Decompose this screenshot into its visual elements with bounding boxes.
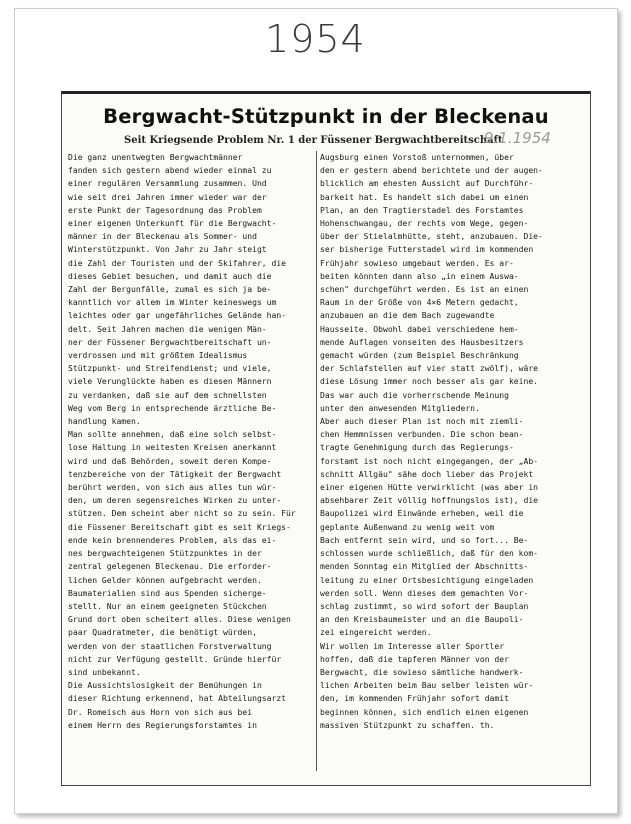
text-line: barkeit hat. Es handelt sich dabei um einen: [320, 192, 529, 202]
text-line: tragte Genehmigung durch das Regierungs-: [320, 443, 514, 453]
text-line: den, um deren segensreiches Wirken zu unter-: [68, 496, 282, 506]
text-line: wie seit drei Jahren immer wieder war der: [68, 192, 267, 202]
text-line: ner der Füssener Bergwachtbereitschaft un-: [68, 337, 272, 347]
text-line: zu verdanken, daß sie auf dem schnellsten: [68, 390, 267, 400]
text-line: Weg vom Berg in entsprechende ärztliche Be-: [68, 403, 277, 413]
text-line: Das war auch die vorherrschende Meinung: [320, 390, 509, 400]
text-line: zentral gelegenen Bleckenau. Die erforder-: [68, 562, 272, 572]
handwritten-date: 9.1.1954: [484, 129, 551, 147]
text-line: Grund dort oben scheitert alles. Diese wenigen: [68, 615, 291, 625]
text-line: sind unbekannt.: [68, 667, 141, 677]
text-line: über der Stielalmhütte, steht, anzubauen. Die-: [320, 232, 543, 242]
text-line: hoffen, daß die tapferen Männer von der: [320, 654, 509, 664]
year-stamp: 1954: [265, 17, 366, 61]
text-line: absehbarer Zeit völlig hoffnungslos ist), die: [320, 496, 539, 506]
text-line: die Füssener Bereitschaft gibt es seit Kriegs-: [68, 522, 291, 532]
text-line: der Schlafstellen auf vier statt zwölf), wäre: [320, 364, 539, 374]
text-line: Dr. Romeisch aus Horn von sich aus bei: [68, 707, 253, 717]
text-line: Frühjahr sowieso umgebaut werden. Es ar-: [320, 258, 514, 268]
article-column-left: [68, 151, 315, 732]
column-divider: [316, 151, 317, 771]
text-line: leitung zu einer Ortsbesichtigung eingeladen: [320, 575, 534, 585]
text-line: fanden sich gestern abend wieder einmal zu: [68, 166, 272, 176]
article-column-right: [320, 151, 577, 732]
text-line: Die Aussichtslosigkeit der Bemühungen in: [68, 681, 262, 691]
text-line: einer eigenen Hütte verwirklicht (was aber in: [320, 483, 539, 493]
text-line: gemacht würden (zum Beispiel Beschränkung: [320, 351, 519, 361]
text-line: erste Punkt der Tagesordnung das Problem: [68, 205, 262, 215]
text-line: die Zahl der Touristen und der Skifahrer, die: [68, 258, 287, 268]
text-line: einer regulären Versammlung zusammen. Und: [68, 179, 267, 189]
text-line: schlag zustimmt, so wird sofort der Bauplan: [320, 601, 529, 611]
text-line: beiten könnten dann also „in einem Auswa-: [320, 271, 519, 281]
text-line: stellt. Nur an einem geeigneten Stückchen: [68, 601, 267, 611]
text-line: Bach entfernt sein wird, und so fort... Be-: [320, 535, 529, 545]
text-line: einer eigenen Unterkunft für die Bergwacht-: [68, 219, 277, 229]
text-line: dieser Richtung erkennend, hat Abteilungsarzt: [68, 694, 287, 704]
text-line: unter den anwesenden Mitgliedern.: [320, 403, 480, 413]
text-line: viele Verunglückte haben es diesen Männern: [68, 377, 272, 387]
text-line: männer in der Bleckenau als Sommer- und: [68, 232, 257, 242]
newspaper-clipping: [61, 91, 591, 786]
text-line: Man sollte annehmen, daß eine solch selbst-: [68, 430, 277, 440]
text-line: Hausseite. Obwohl dabei verschiedene hem-: [320, 324, 519, 334]
article-headline: Bergwacht-Stützpunkt in der Bleckenau: [103, 105, 549, 128]
text-line: menden Sonntag ein Mitglied der Abschnitts-: [320, 562, 529, 572]
text-line: nicht zur Verfügung gestellt. Gründe hierfür: [68, 654, 282, 664]
text-line: anzubauen an die dem Bach zugewandte: [320, 311, 495, 321]
text-line: den, im kommenden Frühjahr sofort damit: [320, 694, 509, 704]
text-line: massiven Stützpunkt zu schaffen. th.: [320, 720, 495, 730]
text-line: Zahl der Bergunfälle, zumal es sich ja be-: [68, 285, 272, 295]
text-line: schlossen wurde schließlich, daß für den kom-: [320, 549, 539, 559]
text-line: chen Hemmnissen verbunden. Die schon bean-: [320, 430, 524, 440]
text-line: Die ganz unentwegten Bergwachtmänner: [68, 153, 243, 162]
text-line: zei eingereicht werden.: [320, 628, 432, 638]
text-line: nes bergwachteigenen Stützpunktes in der: [68, 549, 262, 559]
text-line: diese Lösung immer noch besser als gar keine.: [320, 377, 539, 387]
text-line: berührt werden, von sich aus alles tun wür-: [68, 483, 277, 493]
text-line: beginnen können, sich endlich einen eigenen: [320, 707, 529, 717]
text-line: an den Kreisbaumeister und an die Baupoli-: [320, 615, 524, 625]
text-line: handlung kamen.: [68, 417, 141, 427]
text-line: forstamt ist noch nicht eingegangen, der „Ab-: [320, 456, 539, 466]
text-line: schen" durchgeführt werden. Es ist an einen: [320, 285, 529, 295]
text-line: leichtes oder gar ungefährliches Gelände han-: [68, 311, 287, 321]
text-line: dieses Gebiet besuchen, und damit auch die: [68, 271, 272, 281]
text-line: tenzbereiche von der Tätigkeit der Bergwacht: [68, 469, 282, 479]
clipping-top-rule: [62, 91, 590, 94]
text-line: verdrossen und mit größtem Idealismus: [68, 351, 248, 361]
text-line: lichen Arbeiten beim Bau selber leisten wür-: [320, 681, 534, 691]
text-line: Baumaterialien sind aus Spenden sicherge-: [68, 588, 267, 598]
text-line: Baupolizei wird Einwände erheben, weil die: [320, 509, 524, 519]
text-line: Stützpunkt- und Streifendienst; und viele,: [68, 364, 272, 374]
text-line: blicklich am ehesten Aussicht auf Durchführ-: [320, 179, 534, 189]
text-line: Hohenschwangau, der rechts vom Wege, gegen-: [320, 219, 529, 229]
text-line: Raum in der Größe von 4×6 Metern gedacht,: [320, 298, 519, 308]
text-line: lose Haltung in weitesten Kreisen anerkannt: [68, 443, 277, 453]
text-line: Bergwacht, die sowieso sämtliche handwerk-: [320, 667, 524, 677]
text-line: den er gestern abend berichtete und der augen-: [320, 166, 543, 176]
article-subheadline: Seit Kriegsende Problem Nr. 1 der Füssener Bergwachtbereitschaft: [124, 135, 503, 146]
text-line: Plan, an den Tragtierstadel des Forstamtes: [320, 205, 524, 215]
text-line: mende Auflagen vonseiten des Hausbesitzers: [320, 337, 524, 347]
text-line: kanntlich vor allem im Winter keineswegs um: [68, 298, 277, 308]
document-page: [14, 8, 618, 814]
text-line: geplante Außenwand zu wenig weit vom: [320, 522, 495, 532]
text-line: wird und daß Behörden, soweit deren Kompe-: [68, 456, 272, 466]
text-line: werden von der staatlichen Forstverwaltung: [68, 641, 272, 651]
text-line: schnitt Allgäu" sähe doch lieber das Projekt: [320, 469, 534, 479]
text-line: ser bisherige Futterstadel wird im kommenden: [320, 245, 534, 255]
text-line: Aber auch dieser Plan ist noch mit ziemli-: [320, 417, 524, 427]
text-line: Wir wollen im Interesse aller Sportler: [320, 641, 505, 651]
text-line: Winterstützpunkt. Von Jahr zu Jahr steigt: [68, 245, 267, 255]
text-line: delt. Seit Jahren machen die wenigen Män-: [68, 324, 267, 334]
text-line: stützen. Dem scheint aber nicht so zu sein. Für: [68, 509, 296, 519]
text-line: werden soll. Wenn dieses dem gemachten Vor-: [320, 588, 529, 598]
text-line: paar Quadratmeter, die benötigt würden,: [68, 628, 257, 638]
text-line: Augsburg einen Vorstoß unternommen, über: [320, 153, 514, 162]
text-line: lichen Gelder können aufgebracht werden.: [68, 575, 262, 585]
text-line: einem Herrn des Regierungsforstamtes in: [68, 720, 257, 730]
text-line: ende kein brennenderes Problem, als das ei-: [68, 535, 277, 545]
